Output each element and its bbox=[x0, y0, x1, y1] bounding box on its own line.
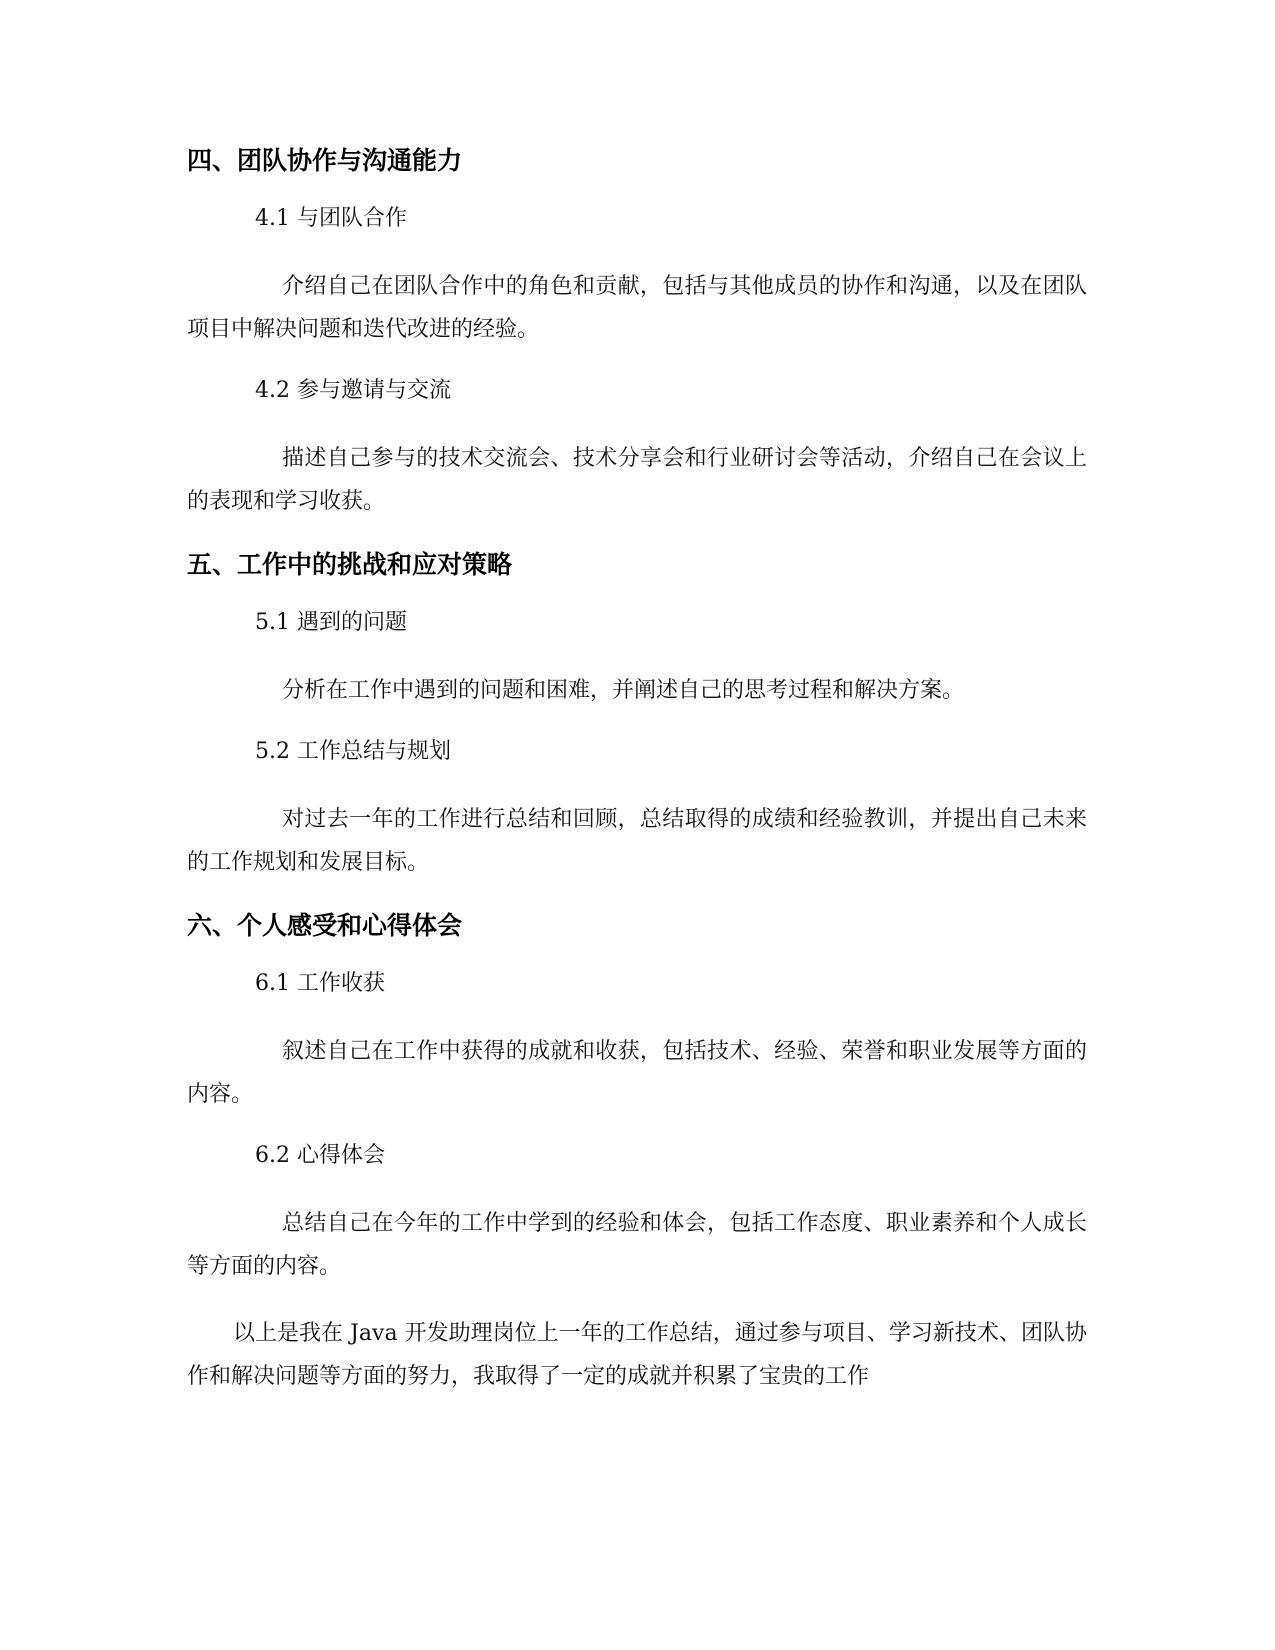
paragraph: 叙述自己在工作中获得的成就和收获，包括技术、经验、荣誉和职业发展等方面的内容。 bbox=[187, 1039, 1087, 1107]
subsection-title: 6.2 心得体会 bbox=[255, 1143, 385, 1168]
section-6 bbox=[187, 908, 1087, 1288]
subsection-title: 5.1 遇到的问题 bbox=[255, 610, 407, 635]
paragraph: 对过去一年的工作进行总结和回顾，总结取得的成绩和经验教训，并提出自己未来的工作规划和发展目标。 bbox=[187, 807, 1087, 875]
paragraph: 分析在工作中遇到的问题和困难，并阐述自己的思考过程和解决方案。 bbox=[282, 678, 965, 703]
section-5 bbox=[187, 547, 1087, 884]
subsection-title: 4.1 与团队合作 bbox=[255, 206, 407, 231]
subsection-title: 4.2 参与邀请与交流 bbox=[255, 378, 451, 403]
subsection-title: 5.2 工作总结与规划 bbox=[255, 739, 451, 764]
closing-paragraph: 以上是我在 Java 开发助理岗位上一年的工作总结，通过参与项目、学习新技术、团队协作和解决问题等方面的努力，我取得了一定的成就并积累了宝贵的工作 bbox=[187, 1321, 1087, 1389]
paragraph: 介绍自己在团队合作中的角色和贡献，包括与其他成员的协作和沟通，以及在团队项目中解决问题和迭代改进的经验。 bbox=[187, 274, 1087, 342]
document-content bbox=[187, 143, 1087, 1422]
section-heading: 六、个人感受和心得体会 bbox=[187, 911, 463, 940]
section-4 bbox=[187, 143, 1087, 523]
section-heading: 五、工作中的挑战和应对策略 bbox=[187, 550, 513, 579]
paragraph: 总结自己在今年的工作中学到的经验和体会，包括工作态度、职业素养和个人成长等方面的内容。 bbox=[187, 1211, 1087, 1279]
section-heading: 四、团队协作与沟通能力 bbox=[187, 146, 463, 175]
paragraph: 描述自己参与的技术交流会、技术分享会和行业研讨会等活动，介绍自己在会议上的表现和学习收获。 bbox=[187, 446, 1087, 514]
subsection-title: 6.1 工作收获 bbox=[255, 971, 385, 996]
